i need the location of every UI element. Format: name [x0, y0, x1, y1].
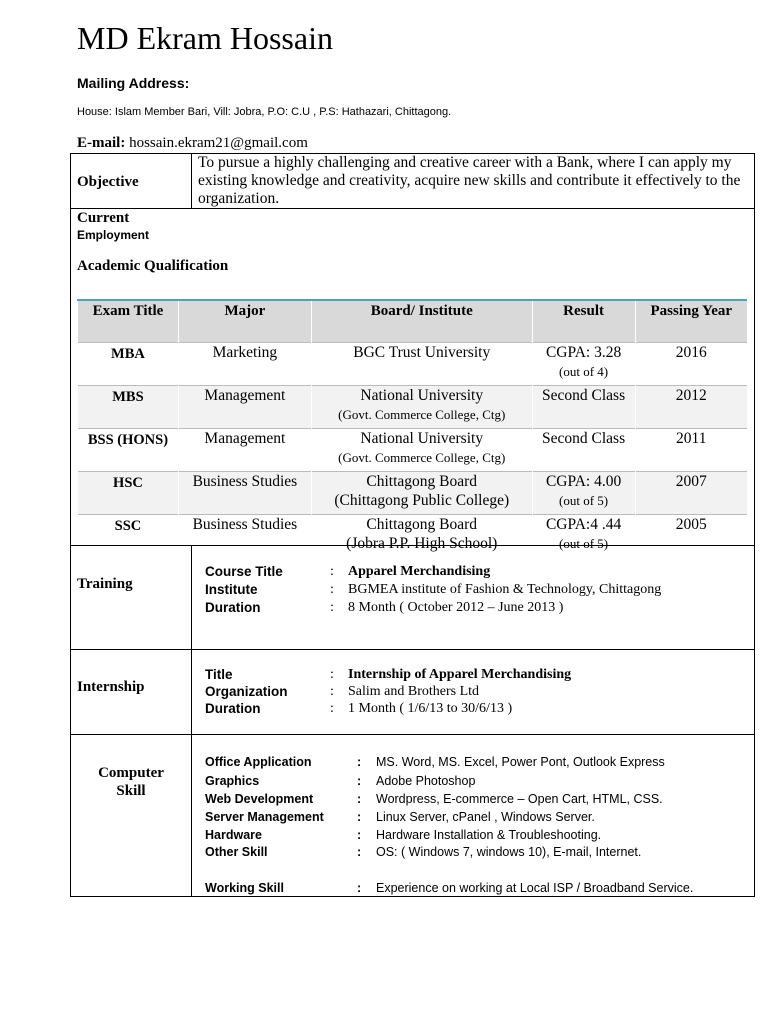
academic-col-header: Passing Year: [635, 300, 747, 343]
email-line: [77, 135, 308, 152]
objective-text: To pursue a highly challenging and creative career with a Bank, where I can apply my existing knowledge and creativity, acquire new skills and contribute it effectively to the organization.: [198, 154, 741, 207]
exam-cell: MBS: [78, 386, 179, 429]
major-cell: Management: [178, 386, 311, 429]
result-value: CGPA: 4.00: [545, 473, 622, 490]
skill-value: Experience on working at Local ISP / Broadband Service.: [376, 881, 694, 895]
exam-cell: HSC: [78, 472, 179, 515]
skill-value: Adobe Photoshop: [376, 774, 476, 788]
candidate-name: MD Ekram Hossain: [77, 20, 333, 56]
academic-row: [78, 429, 748, 472]
internship-colon: :: [330, 684, 334, 699]
result-cell: [532, 429, 635, 472]
board-institute: (Govt. Commerce College, Ctg): [338, 407, 506, 422]
internship-key: Organization: [205, 684, 288, 699]
training-value: BGMEA institute of Fashion & Technology, Chittagong: [348, 582, 662, 597]
internship-label: Internship: [77, 679, 145, 695]
training-value: Apparel Merchandising: [348, 564, 491, 579]
skill-colon: :: [357, 828, 362, 842]
internship-value: 1 Month ( 1/6/13 to 30/6/13 ): [348, 701, 513, 716]
academic-table: [77, 299, 747, 557]
academic-heading: Academic Qualification: [77, 258, 229, 274]
result-cell: [532, 472, 635, 515]
skill-key: Server Management: [205, 810, 324, 824]
training-key: Duration: [205, 600, 261, 615]
skill-key: Other Skill: [205, 845, 268, 859]
board-name: Chittagong Board: [366, 473, 478, 490]
skill-colon: :: [357, 774, 362, 788]
result-cell: [532, 386, 635, 429]
result-value: CGPA: 3.28: [545, 344, 622, 361]
skill-colon: :: [357, 845, 362, 859]
skill-key: Graphics: [205, 774, 260, 788]
year-cell: 2012: [635, 386, 747, 429]
skill-colon: :: [357, 755, 362, 769]
skill-key: Office Application: [205, 755, 312, 769]
training-colon: :: [330, 600, 334, 615]
computer-skill-label: [77, 764, 185, 800]
training-key: Course Title: [205, 564, 283, 579]
result-scale: (out of 5): [559, 536, 609, 551]
board-institute: (Chittagong Public College): [334, 492, 510, 509]
board-institute: (Govt. Commerce College, Ctg): [338, 450, 506, 465]
board-cell: [311, 386, 532, 429]
skill-key: Hardware: [205, 828, 262, 842]
academic-col-header: Major: [178, 300, 311, 343]
email-value[interactable]: hossain.ekram21@gmail.com: [129, 135, 308, 151]
training-value: 8 Month ( October 2012 – June 2013 ): [348, 600, 564, 615]
board-institute: (Jobra P.P. High School): [346, 535, 498, 552]
board-name: BGC Trust University: [353, 344, 491, 361]
current-employment-label: Current: [77, 210, 130, 226]
computer-skill-label-line2: Skill: [116, 783, 146, 799]
exam-cell: MBA: [78, 343, 179, 386]
internship-colon: :: [330, 701, 334, 716]
internship-key: Duration: [205, 701, 261, 716]
academic-row: [78, 386, 748, 429]
academic-row: [78, 343, 748, 386]
exam-cell: SSC: [78, 515, 179, 558]
year-cell: 2005: [635, 515, 747, 558]
exam-cell: BSS (HONS): [78, 429, 179, 472]
skill-key: Web Development: [205, 792, 314, 806]
result-scale: (out of 4): [559, 364, 609, 379]
objective-label: Objective: [77, 174, 139, 190]
skill-colon: :: [357, 792, 362, 806]
board-cell: [311, 472, 532, 515]
training-colon: :: [330, 582, 334, 597]
year-cell: 2007: [635, 472, 747, 515]
academic-col-header: Board/ Institute: [311, 300, 532, 343]
current-employment-sublabel: Employment: [77, 228, 150, 242]
skill-key: Working Skill: [205, 881, 284, 895]
skill-value: MS. Word, MS. Excel, Power Pont, Outlook Express: [376, 755, 665, 769]
board-name: National University: [360, 430, 484, 447]
email-label: E-mail:: [77, 135, 126, 151]
internship-value: Internship of Apparel Merchandising: [348, 667, 572, 682]
skill-value: Wordpress, E-commerce – Open Cart, HTML, CSS.: [376, 792, 663, 806]
academic-col-header: Exam Title: [78, 300, 179, 343]
result-cell: [532, 343, 635, 386]
skill-colon: :: [357, 881, 362, 895]
major-cell: Management: [178, 429, 311, 472]
internship-value: Salim and Brothers Ltd: [348, 684, 480, 699]
internship-key: Title: [205, 667, 233, 682]
skill-value: Linux Server, cPanel , Windows Server.: [376, 810, 595, 824]
major-cell: Business Studies: [178, 515, 311, 558]
board-cell: [311, 343, 532, 386]
result-value: CGPA:4 .44: [545, 516, 622, 533]
year-cell: 2016: [635, 343, 747, 386]
year-cell: 2011: [635, 429, 747, 472]
training-key: Institute: [205, 582, 258, 597]
skill-colon: :: [357, 810, 362, 824]
result-scale: (out of 5): [559, 493, 609, 508]
skill-value: Hardware Installation & Troubleshooting.: [376, 828, 602, 842]
computer-skill-label-line1: Computer: [98, 765, 164, 781]
training-colon: :: [330, 564, 334, 579]
board-name: National University: [360, 387, 484, 404]
result-value: Second Class: [542, 387, 626, 404]
academic-col-header: Result: [532, 300, 635, 343]
mailing-address-value: House: Islam Member Bari, Vill: Jobra, P.O: C.U , P.S: Hathazari, Chittagong.: [77, 106, 452, 118]
training-label: Training: [77, 576, 133, 592]
mailing-address-label: Mailing Address:: [77, 75, 190, 91]
board-cell: [311, 429, 532, 472]
result-value: Second Class: [542, 430, 626, 447]
major-cell: Business Studies: [178, 472, 311, 515]
academic-row: [78, 472, 748, 515]
major-cell: Marketing: [178, 343, 311, 386]
internship-colon: :: [330, 667, 334, 682]
skill-value: OS: ( Windows 7, windows 10), E-mail, Internet.: [376, 845, 642, 859]
board-name: Chittagong Board: [366, 516, 478, 533]
